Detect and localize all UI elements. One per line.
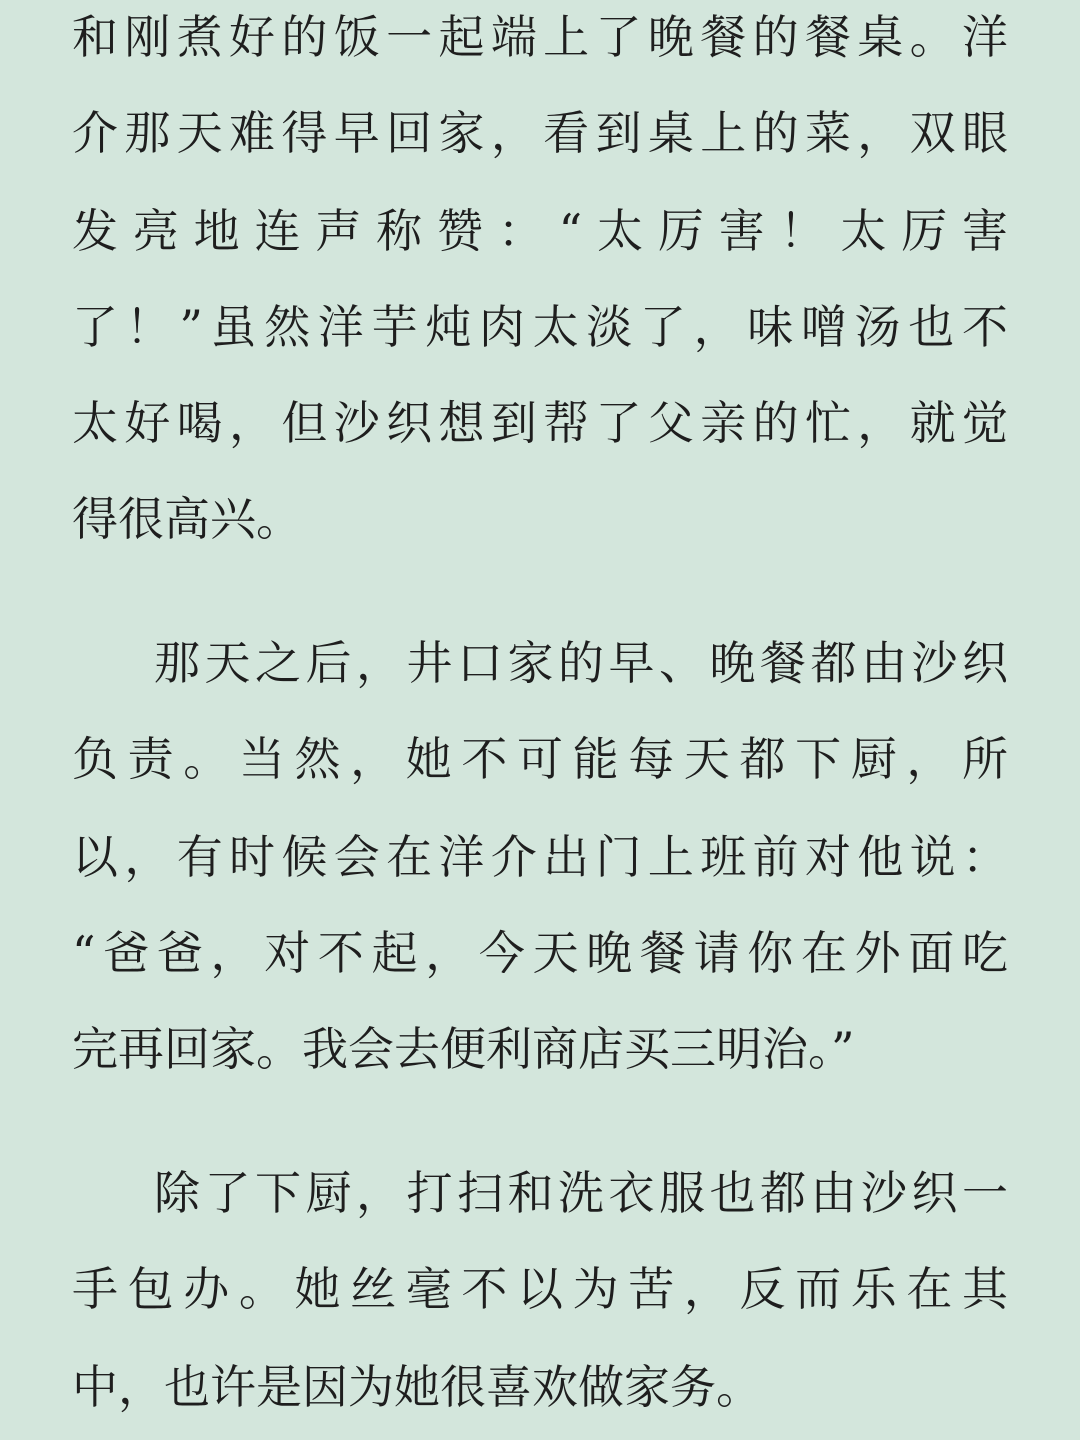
text-line: 除了下厨，打扫和洗衣服也都由沙织一	[154, 1166, 1008, 1220]
text-line: 完再回家。我会去便利商店买三明治。”	[72, 1022, 855, 1076]
text-line: 手包办。她丝毫不以为苦，反而乐在其	[72, 1262, 1008, 1316]
text-line: 得很高兴。	[72, 492, 302, 546]
text-line: 以，有时候会在洋介出门上班前对他说：	[72, 830, 1008, 884]
text-line: 中，也许是因为她很喜欢做家务。	[72, 1360, 762, 1414]
text-line: 和刚煮好的饭一起端上了晚餐的餐桌。洋	[72, 10, 1008, 64]
text-line: 太好喝，但沙织想到帮了父亲的忙，就觉	[72, 396, 1008, 450]
text-line: 发亮地连声称赞：“太厉害！太厉害	[72, 204, 1008, 258]
text-line: 了！”虽然洋芋炖肉太淡了，味噌汤也不	[72, 300, 1008, 354]
text-line: 介那天难得早回家，看到桌上的菜，双眼	[72, 106, 1008, 160]
text-line: 那天之后，井口家的早、晚餐都由沙织	[154, 636, 1008, 690]
text-line: “爸爸，对不起，今天晚餐请你在外面吃	[72, 926, 1008, 980]
text-line: 负责。当然，她不可能每天都下厨，所	[72, 732, 1008, 786]
